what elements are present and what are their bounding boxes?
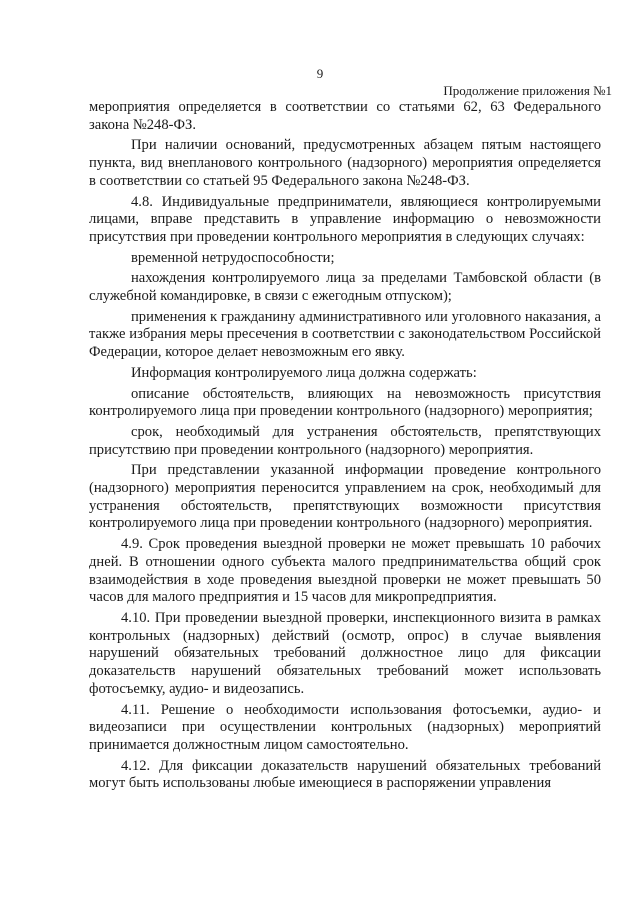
paragraph-8: описание обстоятельств, влияющих на невозможность присутствия контролируемого лица при проведении контрольного (надзорного) мероприятия; xyxy=(89,385,601,420)
paragraph-12: 4.10. При проведении выездной проверки, инспекционного визита в рамках контрольных (надзорных) действий (осмотр, опрос) в случае выявления нарушений обязательных требований должностное лицо для фиксации доказательств нарушений обязательных требований может использовать фотосъемку, аудио- и видеозапись. xyxy=(89,609,601,697)
appendix-continuation-note: Продолжение приложения №1 xyxy=(443,83,612,98)
paragraph-5: нахождения контролируемого лица за пределами Тамбовской области (в служебной командировке, в связи с ежегодным отпуском); xyxy=(89,270,601,305)
paragraph-6: применения к гражданину административного или уголовного наказания, а также избрания меры пресечения в соответствии с законодательством Российской Федерации, которое делает невозможным его явку. xyxy=(89,308,601,361)
paragraph-10: При представлении указанной информации проведение контрольного (надзорного) мероприятия переносится управлением на срок, необходимый для устранения обстоятельств, препятствующих возможности присутствия контролируемого лица при проведении контрольного (надзорного) мероприятия. xyxy=(89,462,601,532)
paragraph-2: При наличии оснований, предусмотренных абзацем пятым настоящего пункта, вид внепланового контрольного (надзорного) мероприятия определяется в соответствии со статьей 95 Федерального закона №248-ФЗ. xyxy=(89,137,601,189)
paragraph-11: 4.9. Срок проведения выездной проверки не может превышать 10 рабочих дней. В отношении одного субъекта малого предпринимательства общий срок взаимодействия в ходе проведения выездной проверки не может превышать 50 часов для малого предприятия и 15 часов для микропредприятия. xyxy=(89,536,601,606)
paragraph-4: временной нетрудоспособности; xyxy=(131,249,335,266)
paragraph-13: 4.11. Решение о необходимости использования фотосъемки, аудио- и видеозаписи при осуществлении контрольных (надзорных) мероприятий принимается должностным лицом самостоятельно. xyxy=(89,701,601,753)
paragraph-14: 4.12. Для фиксации доказательств нарушений обязательных требований могут быть использованы любые имеющиеся в распоряжении управления xyxy=(89,757,601,792)
document-body xyxy=(89,99,601,796)
paragraph-3: 4.8. Индивидуальные предприниматели, являющиеся контролируемыми лицами, вправе представить в управление информацию о невозможности присутствия при проведении контрольного мероприятия в следующих случаях: xyxy=(89,193,601,245)
page-number: 9 xyxy=(316,66,324,81)
paragraph-1: мероприятия определяется в соответствии со статьями 62, 63 Федерального закона №248-ФЗ. xyxy=(89,99,601,133)
paragraph-9: срок, необходимый для устранения обстоятельств, препятствующих присутствию при проведении контрольного (надзорного) мероприятия. xyxy=(89,423,601,458)
paragraph-7: Информация контролируемого лица должна содержать: xyxy=(131,364,477,381)
